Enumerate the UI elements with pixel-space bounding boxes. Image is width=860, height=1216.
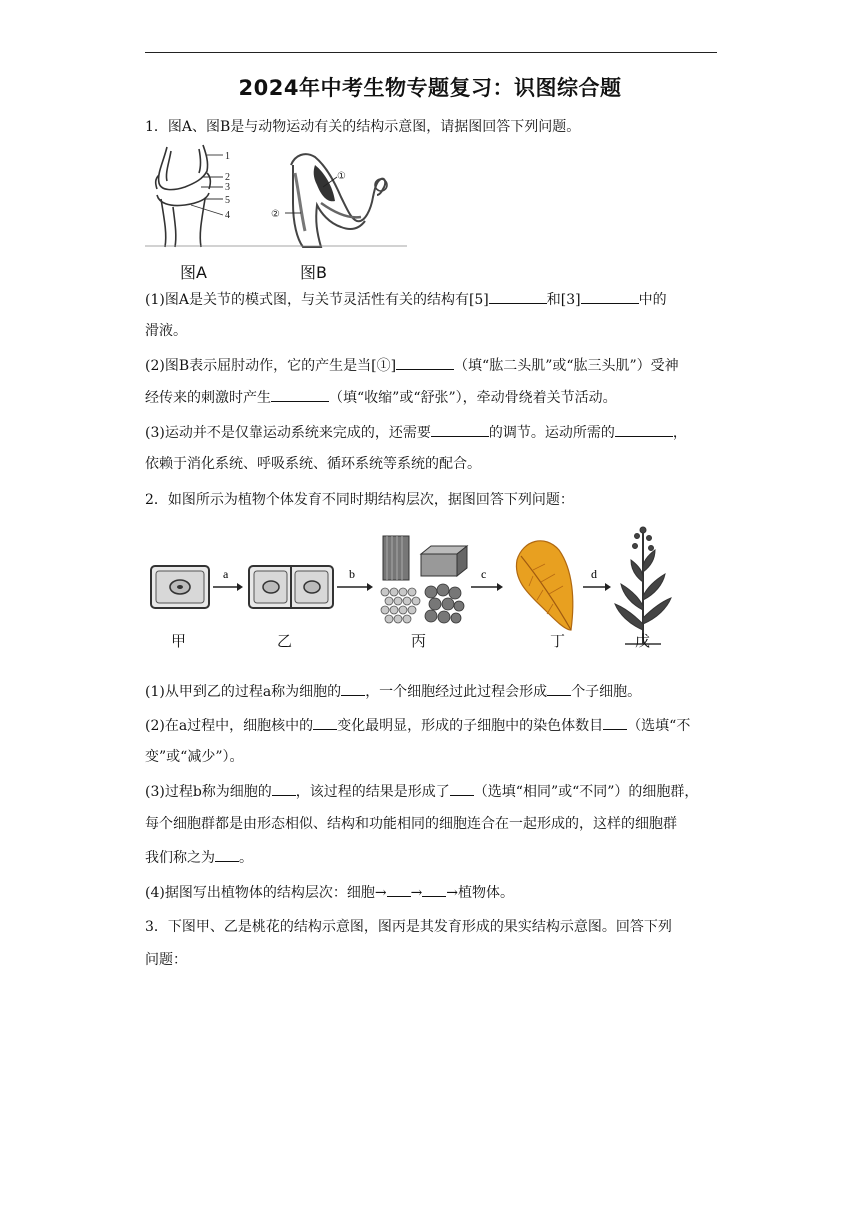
- joint-diagram: [156, 145, 223, 247]
- q1-part3-line2: 依赖于消化系统、呼吸系统、循环系统等系统的配合。: [145, 456, 481, 472]
- answer-blank: [271, 387, 329, 402]
- joint-label-4: 4: [225, 210, 230, 221]
- stage-label-jia: 甲: [171, 632, 187, 650]
- q3-stem-line1: 3．下图甲、乙是桃花的结构示意图，图丙是其发育形成的果实结构示意图。回答下列: [145, 919, 672, 935]
- q1-stem: 1．图A、图B是与动物运动有关的结构示意图，请据图回答下列问题。: [145, 119, 581, 135]
- stage-label-ding: 丁: [550, 632, 566, 650]
- answer-blank: [603, 715, 627, 730]
- joint-label-2: 2: [225, 172, 230, 183]
- q1-part2-line2: 经传来的刺激时产生 （填“收缩”或“舒张”），牵动骨绕着关节活动。: [145, 387, 617, 408]
- q2-part2-line2: 变”或“减少”）。: [145, 749, 244, 765]
- q2-part1: (1)从甲到乙的过程a称为细胞的 ，一个细胞经过此过程会形成 个子细胞。: [145, 681, 641, 702]
- answer-blank: [431, 422, 489, 437]
- answer-blank: [489, 289, 547, 304]
- q3-stem-line2: 问题：: [145, 952, 187, 968]
- stage-label-wu: 戊: [635, 632, 651, 650]
- q2-part3-line1: (3)过程b称为细胞的 ，该过程的结果是形成了 （选填“相同”或“不同”）的细胞群，: [145, 781, 698, 802]
- q2-part3-line2: 每个细胞群都是由形态相似、结构和功能相同的细胞连合在一起形成的，这样的细胞群: [145, 816, 677, 832]
- q2-figure-plant-levels: [145, 520, 685, 652]
- q1-figure-joint-arm: [145, 143, 407, 251]
- answer-blank: [272, 781, 296, 796]
- figure-a-caption: 图A: [180, 263, 207, 282]
- arm-label-1: ①: [337, 171, 346, 182]
- stage-label-yi: 乙: [277, 632, 293, 650]
- header-rule: [145, 52, 717, 53]
- arrow-c-label: c: [481, 567, 487, 581]
- arm-label-2: ②: [271, 209, 280, 220]
- answer-blank: [422, 882, 446, 897]
- arrow-d-label: d: [591, 567, 597, 581]
- answer-blank: [615, 422, 673, 437]
- q1-part1-line1: (1)图A是关节的模式图，与关节灵活性有关的结构有[5] 和[3] 中的: [145, 289, 667, 310]
- q2-stem: 2．如图所示为植物个体发育不同时期结构层次，据图回答下列问题：: [145, 492, 574, 508]
- cell-divided: [249, 566, 333, 608]
- arrow-b-label: b: [349, 567, 355, 581]
- q2-part3-line3: 我们称之为 。: [145, 847, 253, 868]
- answer-blank: [313, 715, 337, 730]
- page-title: 2024年中考生物专题复习：识图综合题: [238, 76, 622, 100]
- joint-label-1: 1: [225, 151, 230, 162]
- whole-plant: [615, 527, 671, 644]
- answer-blank: [396, 355, 454, 370]
- answer-blank: [215, 847, 239, 862]
- arm-diagram: [285, 154, 387, 247]
- answer-blank: [581, 289, 639, 304]
- q1-part1-line2: 滑液。: [145, 323, 187, 339]
- q1-part3-line1: (3)运动并不是仅靠运动系统来完成的，还需要 的调节。运动所需的 ，: [145, 422, 687, 443]
- q2-part4: (4)据图写出植物体的结构层次：细胞→ → →植物体。: [145, 882, 514, 903]
- answer-blank: [547, 681, 571, 696]
- q2-part2-line1: (2)在a过程中，细胞核中的 变化最明显，形成的子细胞中的染色体数目 （选填“不: [145, 715, 690, 736]
- figure-b-caption: 图B: [300, 263, 327, 282]
- answer-blank: [450, 781, 474, 796]
- joint-label-5: 5: [225, 195, 230, 206]
- arrow-a-label: a: [223, 567, 229, 581]
- stage-label-bing: 丙: [411, 632, 427, 650]
- leaf-organ: [516, 541, 572, 630]
- tissue-group: [381, 536, 467, 623]
- answer-blank: [341, 681, 365, 696]
- cell-single: [151, 566, 209, 608]
- answer-blank: [387, 882, 411, 897]
- joint-label-3: 3: [225, 182, 230, 193]
- q1-part2-line1: (2)图B表示屈肘动作，它的产生是当[①] （填“肱二头肌”或“肱三头肌”）受神: [145, 355, 679, 376]
